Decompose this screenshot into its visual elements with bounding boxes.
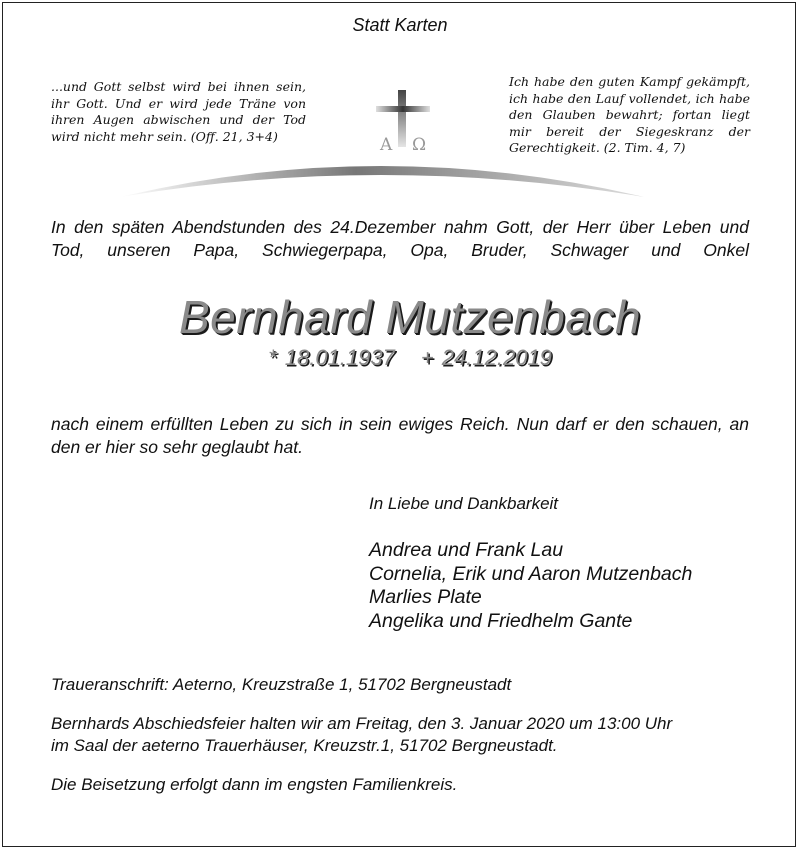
life-dates — [0, 345, 800, 371]
deceased-name: Bernhard Mutzenbach — [178, 291, 642, 343]
mourner-name: Cornelia, Erik und Aaron Mutzenbach — [369, 562, 693, 585]
ceremony-line-2: im Saal der aeterno Trauerhäuser, Kreuzstr.1, 51702 Bergneustadt. — [51, 736, 558, 755]
closing-phrase: In Liebe und Dankbarkeit — [369, 494, 559, 513]
header-title: Statt Karten — [352, 15, 448, 35]
omega-symbol: Ω — [412, 135, 427, 155]
death-date: + 24.12.2019 — [420, 345, 552, 370]
bible-quote-right: Ich habe den guten Kampf gekämpft, ich habe den Lauf vollendet, ich habe den Glauben bewahrt; fortan liegt mir bereit der Siegeskranz der Gerechtigkeit. (2. Tim. 4, 7) — [509, 74, 750, 155]
mourning-address: Traueranschrift: Aeterno, Kreuzstraße 1, 51702 Bergneustadt — [51, 675, 512, 694]
mourner-name: Andrea und Frank Lau — [369, 539, 564, 561]
mourner-name: Marlies Plate — [369, 586, 482, 608]
intro-line-1: In den späten Abendstunden des 24.Dezember nahm Gott, der Herr über Leben und — [51, 217, 749, 237]
alpha-symbol: Α — [380, 135, 393, 155]
birth-date: * 18.01.1937 — [268, 345, 395, 370]
ceremony-line-1: Bernhards Abschiedsfeier halten wir am Freitag, den 3. Januar 2020 um 13:00 Uhr — [51, 714, 673, 733]
intro-line-2: Tod, unseren Papa, Schwiegerpapa, Opa, Bruder, Schwager und Onkel — [51, 240, 749, 260]
burial-note: Die Beisetzung erfolgt dann im engsten Familienkreis. — [51, 775, 458, 794]
arc-swoosh-icon — [120, 166, 644, 197]
cross-emblem — [120, 85, 680, 210]
bible-quote-left: ...und Gott selbst wird bei ihnen sein, ihr Gott. Und er wird jede Träne von ihren Augen abwischen und der Tod wird nicht mehr sein. (Off. 21, 3+4) — [51, 79, 306, 144]
outro-text: nach einem erfüllten Leben zu sich in sein ewiges Reich. Nun darf er den schauen, an den er hier so sehr geglaubt hat. — [51, 414, 749, 457]
mourner-name: Angelika und Friedhelm Gante — [369, 609, 633, 632]
mourners-list — [369, 539, 692, 633]
